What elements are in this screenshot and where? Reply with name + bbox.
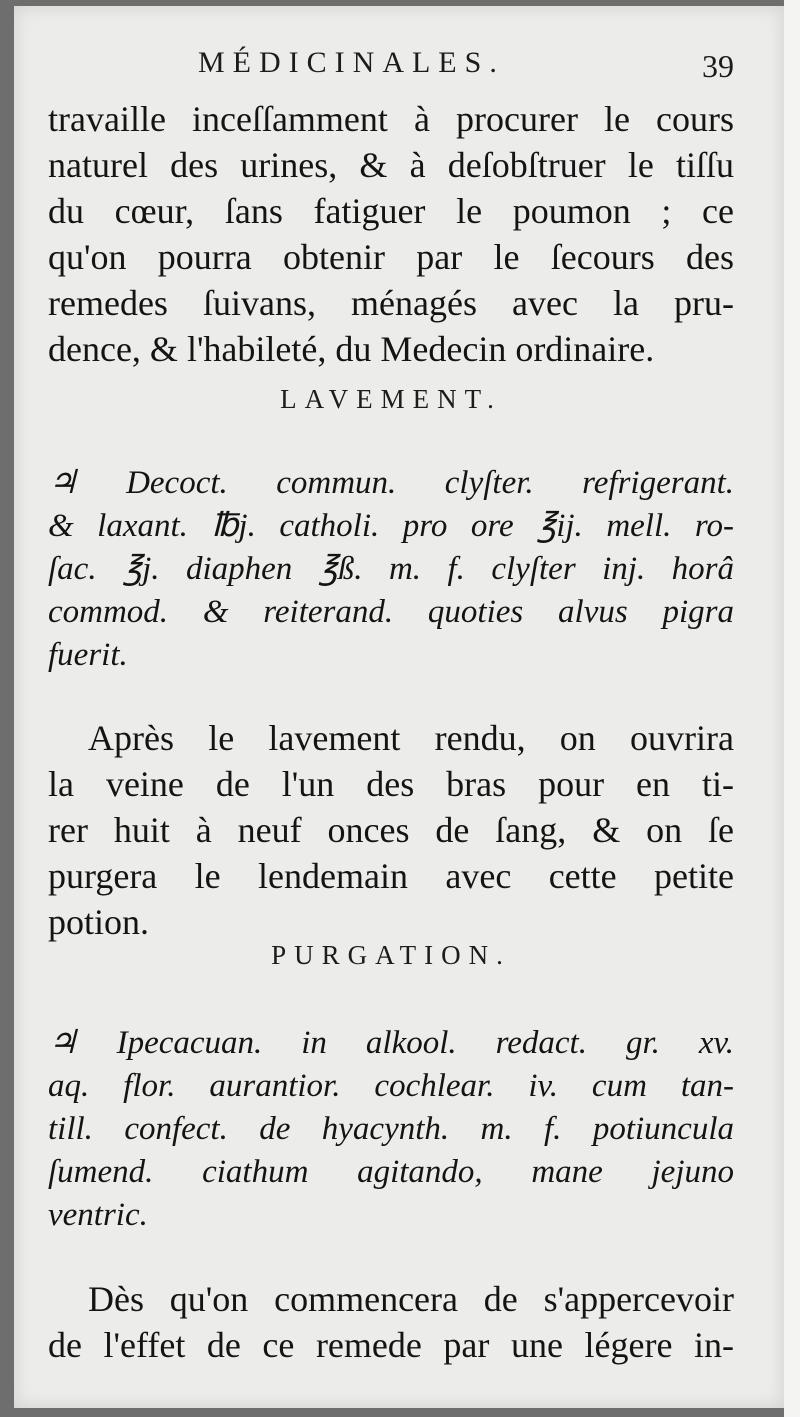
text-line: remedes ſuivans, ménagés avec la pru- [48, 283, 734, 323]
text-line: la veine de l'un des bras pour en ti- [48, 764, 734, 804]
heading-purgation-wrap [48, 940, 734, 971]
recipe-line: ♃ Ipecacuan. in alkool. redact. gr. xv. [48, 1025, 734, 1061]
recipe-line: ſac. ℥j. diaphen ℥ß. m. f. clyſter inj. horâ [48, 551, 734, 587]
lavement-recipe [48, 462, 734, 677]
section-heading-purgation: PURGATION. [271, 940, 511, 970]
final-paragraph [48, 1276, 734, 1368]
text-line: potion. [48, 902, 150, 942]
text-line: purgera le lendemain avec cette petite [48, 856, 734, 896]
text-line: qu'on pourra obtenir par le ſecours des [48, 237, 734, 277]
page-edge [784, 0, 800, 1417]
text-line: dence, & l'habileté, du Medecin ordinaire. [48, 329, 655, 369]
section-heading-lavement: LAVEMENT. [280, 384, 502, 414]
text-line: Après le lavement rendu, on ouvrira [88, 718, 734, 758]
recipe-line: & laxant. ℔j. catholi. pro ore ℥ij. mell. ro- [48, 508, 734, 544]
running-head [48, 44, 734, 94]
after-lavement-paragraph [48, 715, 734, 945]
recipe-line: ſumend. ciathum agitando, mane jejuno [48, 1154, 734, 1190]
heading-lavement-wrap [48, 384, 734, 415]
text-line: Dès qu'on commencera de s'appercevoir [88, 1279, 734, 1319]
text-line: travaille inceſſamment à procurer le cours [48, 99, 734, 139]
text-line: de l'effet de ce remede par une légere in- [48, 1325, 734, 1365]
recipe-line: ventric. [48, 1197, 148, 1233]
recipe-line: fuerit. [48, 637, 128, 673]
running-head-title: MÉDICINALES. [198, 46, 505, 79]
text-line: naturel des urines, & à deſobſtruer le tiſſu [48, 145, 734, 185]
intro-paragraph [48, 96, 734, 372]
recipe-line: ♃ Decoct. commun. clyſter. refrigerant. [48, 465, 734, 501]
text-line: du cœur, ſans fatiguer le poumon ; ce [48, 191, 734, 231]
recipe-line: aq. flor. aurantior. cochlear. iv. cum tan- [48, 1068, 734, 1104]
recipe-line: commod. & reiterand. quoties alvus pigra [48, 594, 734, 630]
text-line: rer huit à neuf onces de ſang, & on ſe [48, 810, 734, 850]
page-number: 39 [702, 48, 734, 84]
recipe-line: till. confect. de hyacynth. m. f. potiuncula [48, 1111, 734, 1147]
purgation-recipe [48, 1022, 734, 1237]
